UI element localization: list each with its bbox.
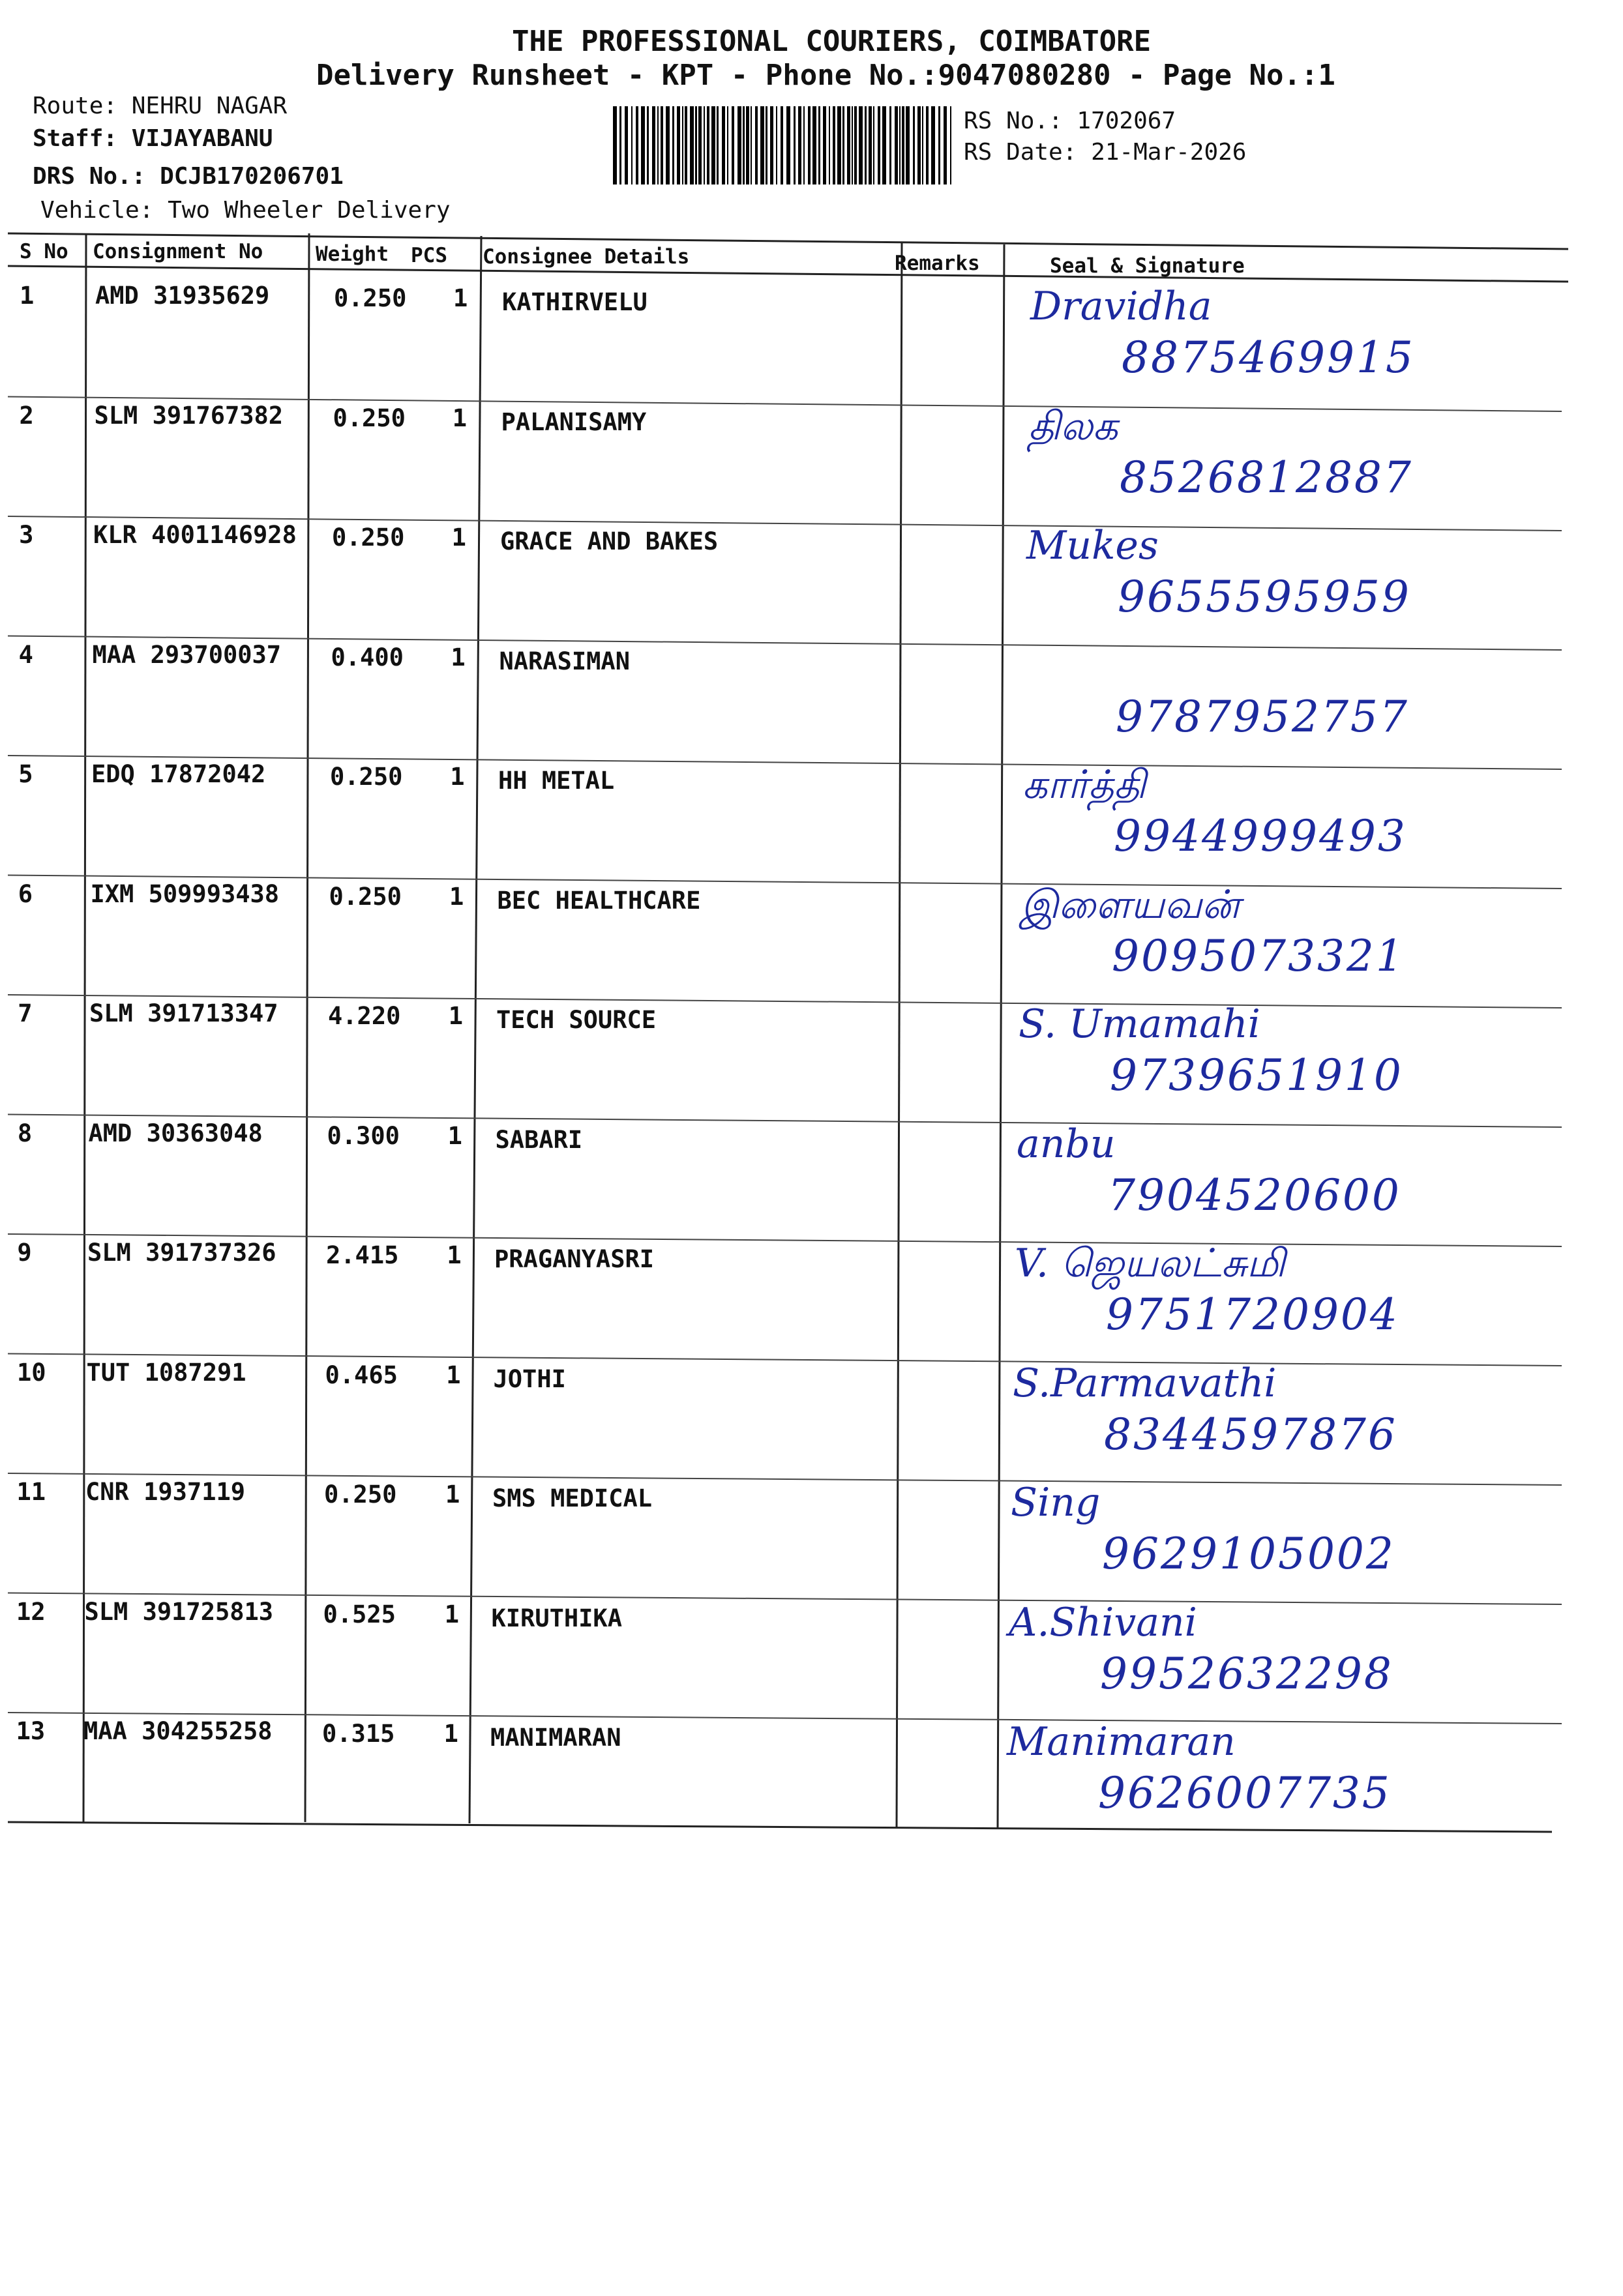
- row-pcs: 1: [448, 1002, 464, 1030]
- row-consignee: PALANISAMY: [501, 407, 647, 436]
- row-signature-name: A.Shivani: [1009, 1599, 1197, 1645]
- route-label: Route:: [33, 93, 118, 119]
- row-pcs: 1: [453, 284, 468, 312]
- row-pcs: 1: [449, 882, 464, 911]
- row-signature-phone: 9095073321: [1112, 930, 1405, 981]
- row-signature-phone: 7904520600: [1108, 1170, 1401, 1220]
- row-sno: 5: [18, 760, 33, 788]
- row-signature-phone: 8875469915: [1122, 332, 1415, 383]
- row-pcs: 1: [443, 1720, 458, 1748]
- row-consignee: SMS MEDICAL: [492, 1484, 653, 1512]
- row-consignment-no: SLM 391713347: [89, 999, 278, 1027]
- staff-label: Staff:: [33, 125, 118, 152]
- runsheet-subtitle: Delivery Runsheet - KPT - Phone No.:9047080280 - Page No.:1: [316, 59, 1335, 92]
- row-consignment-no: SLM 391725813: [84, 1597, 274, 1626]
- row-signature-phone: 9787952757: [1116, 691, 1409, 742]
- row-sno: 12: [16, 1597, 46, 1626]
- row-sno: 8: [17, 1119, 33, 1147]
- row-consignee: SABARI: [495, 1125, 583, 1154]
- rs-number: RS No.: 1702067: [964, 108, 1176, 134]
- row-signature-phone: 8344597876: [1104, 1409, 1397, 1460]
- row-signature-phone: 9739651910: [1110, 1050, 1403, 1100]
- row-signature-name: Manimaran: [1007, 1719, 1236, 1765]
- col-seal-signature: Seal & Signature: [1050, 254, 1245, 278]
- row-pcs: 1: [444, 1600, 460, 1628]
- col-sno: S No: [20, 240, 68, 263]
- row-consignee: KIRUTHIKA: [491, 1604, 622, 1632]
- col-weight: Weight: [316, 243, 389, 266]
- row-signature-phone: 9944999493: [1114, 811, 1407, 861]
- row-weight: 0.250: [324, 1480, 397, 1509]
- row-consignment-no: KLR 4001146928: [93, 521, 297, 549]
- row-consignee: BEC HEALTHCARE: [497, 886, 701, 915]
- row-pcs: 1: [451, 523, 466, 552]
- row-weight: 2.415: [326, 1241, 399, 1269]
- col-remarks: Remarks: [895, 252, 980, 275]
- row-consignee: NARASIMAN: [499, 647, 630, 675]
- row-consignment-no: AMD 30363048: [88, 1119, 263, 1147]
- row-pcs: 1: [446, 1361, 461, 1389]
- row-pcs: 1: [447, 1241, 462, 1269]
- row-consignment-no: TUT 1087291: [86, 1358, 246, 1387]
- row-signature-phone: 9751720904: [1106, 1289, 1399, 1340]
- row-weight: 0.250: [330, 763, 403, 791]
- row-sno: 13: [16, 1717, 46, 1745]
- row-pcs: 1: [445, 1480, 460, 1509]
- col-consignment: Consignment No: [93, 240, 263, 263]
- row-sno: 2: [19, 401, 34, 430]
- row-weight: 0.525: [323, 1600, 396, 1628]
- row-sno: 3: [19, 521, 34, 549]
- row-consignment-no: EDQ 17872042: [91, 760, 266, 788]
- row-weight: 4.220: [328, 1002, 401, 1030]
- row-signature-name: Mukes: [1026, 523, 1159, 568]
- row-consignment-no: SLM 391767382: [94, 401, 284, 430]
- row-consignee: PRAGANYASRI: [494, 1245, 655, 1273]
- row-signature-name: திலக: [1028, 403, 1118, 449]
- row-consignment-no: CNR 1937119: [85, 1478, 246, 1506]
- staff-value: VIJAYABANU: [131, 125, 273, 152]
- row-consignment-no: SLM 391737326: [87, 1239, 276, 1267]
- row-weight: 0.250: [332, 523, 405, 552]
- row-weight: 0.300: [327, 1121, 400, 1150]
- row-pcs: 1: [451, 643, 466, 671]
- row-weight: 0.465: [325, 1361, 398, 1389]
- row-consignee: TECH SOURCE: [496, 1006, 657, 1034]
- row-pcs: 1: [447, 1121, 462, 1150]
- row-signature-name: S. Umamahi: [1019, 1001, 1260, 1047]
- row-pcs: 1: [452, 404, 468, 432]
- row-sno: 6: [18, 879, 33, 908]
- row-signature-name: இளையவன்: [1020, 881, 1240, 928]
- row-consignee: JOTHI: [493, 1364, 566, 1393]
- row-signature-phone: 9626007735: [1098, 1768, 1392, 1818]
- route-value: NEHRU NAGAR: [131, 93, 288, 119]
- row-sno: 10: [16, 1358, 46, 1387]
- row-signature-phone: 8526812887: [1120, 452, 1413, 503]
- row-consignment-no: MAA 304255258: [83, 1717, 273, 1745]
- row-sno: 7: [18, 999, 33, 1027]
- row-consignee: KATHIRVELU: [502, 288, 648, 316]
- row-signature-phone: 9629105002: [1102, 1529, 1395, 1579]
- row-consignment-no: IXM 509993438: [90, 879, 280, 908]
- row-weight: 0.250: [329, 882, 402, 911]
- row-consignee: HH METAL: [498, 767, 615, 795]
- row-weight: 0.315: [322, 1720, 395, 1748]
- row-weight: 0.400: [331, 643, 404, 671]
- row-weight: 0.250: [333, 404, 406, 432]
- col-consignee: Consignee Details: [483, 245, 690, 269]
- rs-date: RS Date: 21-Mar-2026: [964, 139, 1247, 166]
- row-signature-name: Dravidha: [1030, 284, 1212, 329]
- row-sno: 11: [16, 1478, 46, 1506]
- row-sno: 1: [20, 282, 35, 310]
- col-pcs: PCS: [411, 244, 447, 267]
- drs-value: DCJB170206701: [160, 163, 344, 190]
- row-signature-phone: 9655595959: [1118, 572, 1411, 622]
- row-consignment-no: AMD 31935629: [95, 282, 270, 310]
- row-signature-name: கார்த்தி: [1022, 762, 1146, 808]
- drs-label: DRS No.:: [33, 163, 146, 190]
- row-signature-name: V. ஜெயலட்சுமி: [1015, 1241, 1285, 1286]
- row-weight: 0.250: [334, 284, 407, 312]
- row-signature-phone: 9952632298: [1100, 1648, 1393, 1699]
- row-sno: 9: [17, 1239, 32, 1267]
- row-consignee: MANIMARAN: [490, 1724, 621, 1752]
- row-signature-name: anbu: [1017, 1121, 1116, 1167]
- vehicle-line: Vehicle: Two Wheeler Delivery: [40, 197, 451, 224]
- company-name: THE PROFESSIONAL COURIERS, COIMBATORE: [512, 25, 1152, 58]
- row-signature-name: Sing: [1011, 1480, 1101, 1525]
- row-signature-name: S.Parmavathi: [1013, 1360, 1277, 1406]
- row-consignee: GRACE AND BAKES: [500, 527, 719, 555]
- row-pcs: 1: [450, 763, 465, 791]
- row-sno: 4: [18, 640, 33, 669]
- row-consignment-no: MAA 293700037: [92, 640, 282, 669]
